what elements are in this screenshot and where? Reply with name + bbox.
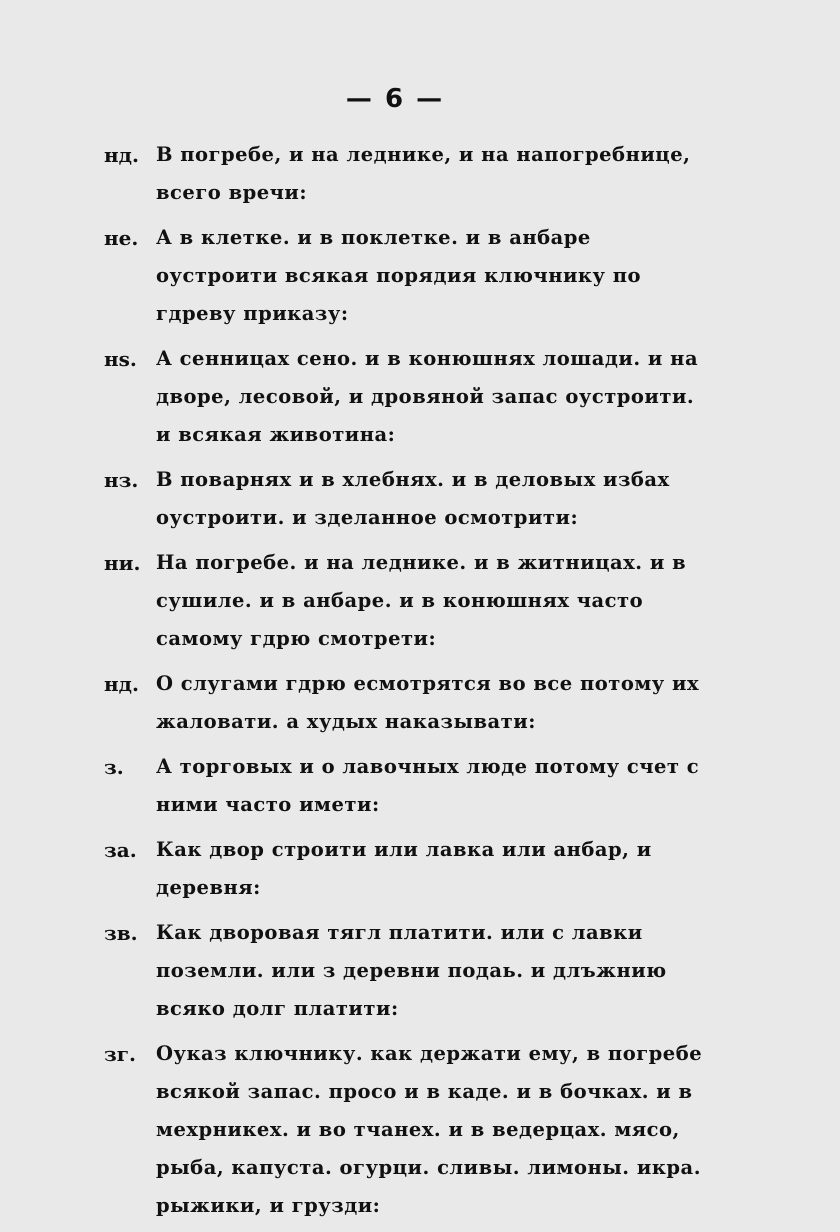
page-number: — 6 — <box>345 84 445 114</box>
entry-text: Как двор строити или лавка или анбар, и деревня: <box>156 838 652 899</box>
entry-text: В погребе, и на леднике, и на напогребнице, всего вречи: <box>156 143 691 204</box>
entry-59 <box>104 665 704 741</box>
entry-number: зв. <box>104 921 138 945</box>
entry-number: нд. <box>104 672 139 696</box>
entry-56 <box>104 340 704 454</box>
entry-text: А сенницах сено. и в конюшнях лошади. и на дворе, лесовой, и дровяной запас оустроити. и всякая животина: <box>156 347 699 446</box>
entry-text: А в клетке. и в поклетке. и в анбаре оустроити всякая порядия ключнику по гдреву приказу: <box>156 226 642 325</box>
entry-number: з. <box>104 755 124 779</box>
entry-62 <box>104 914 704 1028</box>
entry-text: На погребе. и на леднике. и в житницах. и в сушиле. и в анбаре. и в конюшнях часто самому гдрю смотрети: <box>156 551 687 650</box>
entry-number: ни. <box>104 551 141 575</box>
entry-63 <box>104 1035 704 1225</box>
entry-57 <box>104 461 704 537</box>
entry-number: нз. <box>104 468 139 492</box>
entry-58 <box>104 544 704 658</box>
entry-text: О слугами гдрю есмотрятся во все потому их жаловати. а худых наказывати: <box>156 672 700 733</box>
entry-text: А торговых и о лавочных люде потому счет с ними часто имети: <box>156 755 700 816</box>
entry-number: за. <box>104 838 137 862</box>
entry-number: не. <box>104 226 139 250</box>
entry-54 <box>104 136 704 212</box>
entry-number: нд. <box>104 143 139 167</box>
entry-55 <box>104 219 704 333</box>
entry-61 <box>104 831 704 907</box>
entry-text: Как дворовая тягл платити. или с лавки поземли. или з деревни подаь. и длъжнию всяко долг платити: <box>156 921 667 1020</box>
entry-list <box>104 136 704 1232</box>
entry-60 <box>104 748 704 824</box>
entry-number: нs. <box>104 347 137 371</box>
entry-text: Оуказ ключнику. как держати ему, в погребе всякой запас. просо и в каде. и в бочках. и в мехрникех. и во тчанех. и в ведерцах. мясо, рыба, капуста. огурци. сливы. лимоны. икра. рыжики, и грузди: <box>156 1042 703 1217</box>
entry-text: В поварнях и в хлебнях. и в деловых избах оустроити. и зделанное осмотрити: <box>156 468 670 529</box>
entry-number: зг. <box>104 1042 136 1066</box>
